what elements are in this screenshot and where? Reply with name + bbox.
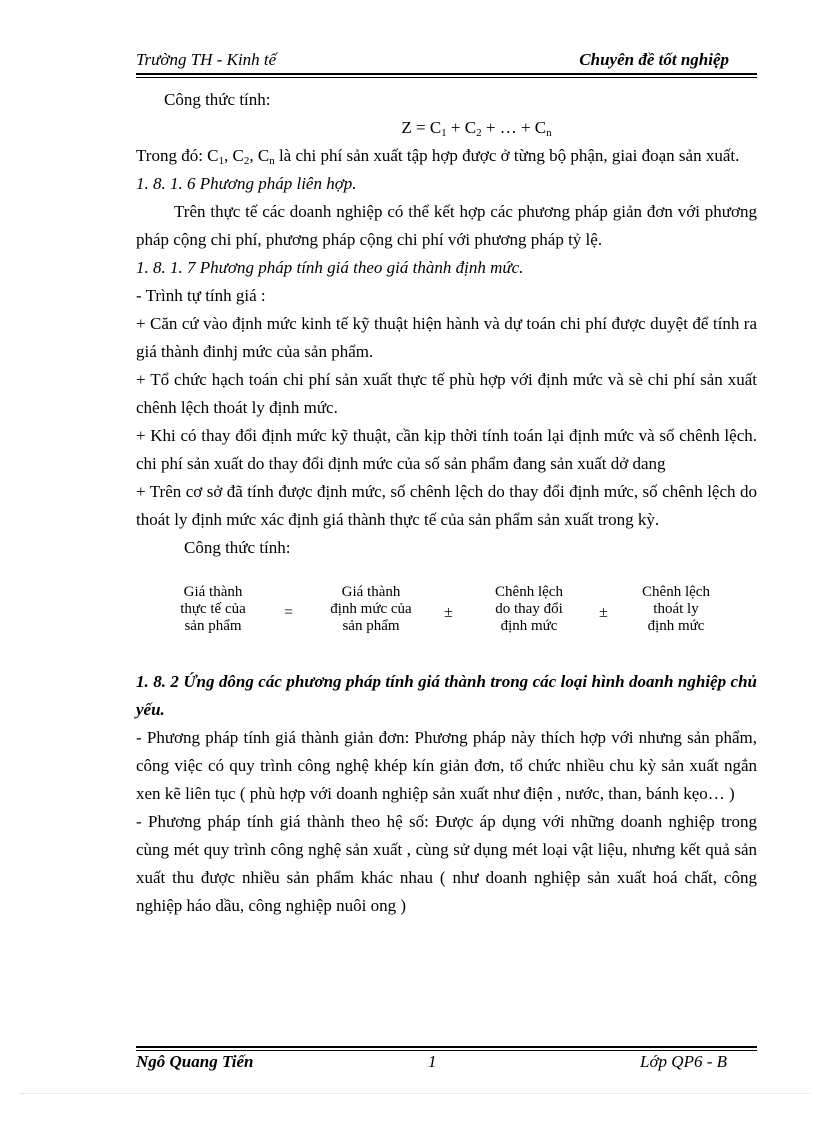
bullet-1: + Căn cứ vào định mức kinh tế kỹ thuật hiện hành và dự toán chi phí được duyệt để tính ra giá thành đinhj mức của sản phẩm. (136, 314, 757, 361)
bullet-2: + Tổ chức hạch toán chi phí sản xuất thực tế phù hợp với định mức và sè chi phí sản xuất chênh lệch thoát ly định mức. (136, 370, 757, 417)
paragraph-combined: Trên thực tế các doanh nghiệp có thể kết hợp các phương pháp giản đơn với phương pháp cộng chi phí, phương pháp cộng chi phí với phương pháp tỷ lệ. (136, 202, 757, 249)
plus-minus-sign-2: ± (599, 604, 608, 621)
formula-sum: $Z = C_1 + C_2$ + … + $C_n$ (401, 118, 552, 139)
formula-intro: Công thức tính: (164, 90, 271, 109)
method-simple: - Phương pháp tính giá thành giản đơn: Phương pháp này thích hợp với nhưng sản phẩm, công việc có quy trình công nghệ khép kín giản đơn, tổ chức nhiều chu kỳ sản xuất ngắn xen kẽ liên tục ( phù hợp với doanh nghiệp sản xuất như điện , nước, than, bánh kẹo… ) (136, 728, 757, 803)
formula-term-change: Chênh lệch do thay đổi định mức (495, 584, 563, 634)
cost-formula (136, 584, 757, 662)
subheading-1816: 1. 8. 1. 6 Phương pháp liên hợp. (136, 174, 357, 193)
header-rule (136, 73, 757, 78)
procedure-label: - Trình tự tính giá : (136, 286, 266, 305)
formula-intro-2: Công thức tính: (184, 538, 291, 557)
header-school: Trường TH - Kinh tế (136, 50, 277, 69)
header-title: Chuyên đề tốt nghiệp (579, 50, 729, 69)
formula-explanation: Trong đó: $C_1$, $C_2$, $C_n$ là chi phí sản xuất tập hợp được ở từng bộ phận, giai đoạn sản xuất. (136, 146, 740, 167)
page-number: 1 (428, 1052, 437, 1071)
page-edge-line (20, 1093, 810, 1094)
formula-term-deviation: Chênh lệch thoát ly định mức (642, 584, 710, 634)
formula-term-norm: Giá thành định mức của sản phẩm (330, 584, 412, 634)
page-header (136, 50, 757, 70)
bullet-4: + Trên cơ sở đã tính được định mức, số chênh lệch do thay đổi định mức, số chênh lệch do thoát ly định mức xác định giá thành thực tế của sản phẩm sản xuất trong kỳ. (136, 482, 757, 529)
plus-minus-sign-1: ± (444, 604, 453, 621)
bullet-3: + Khi có thay đổi định mức kỹ thuật, cần kịp thời tính toán lại định mức và số chênh lệch. chi phí sản xuất do thay đổi định mức của số sản phẩm đang sản xuất dở dang (136, 426, 757, 473)
document-body (136, 86, 757, 920)
footer-author: Ngô Quang Tiến (136, 1052, 254, 1071)
method-coefficient: - Phương pháp tính giá thành theo hệ số: Được áp dụng với những doanh nghiệp trong cùng mét quy trình công nghệ sản xuất , cùng sử dụng mét loại vật liệu, nhưng kết quả sản xuất thu được nhiều sản phẩm khác nhau ( như doanh nghiệp sản xuất hoá chất, công nghiệp háo dầu, công nghiệp nuôi ong ) (136, 812, 757, 915)
subheading-1817: 1. 8. 1. 7 Phương pháp tính giá theo giá thành định mức. (136, 258, 524, 277)
equals-sign: = (284, 604, 294, 621)
formula-term-actual: Giá thành thực tế của sản phẩm (180, 584, 246, 634)
footer-class: Lớp QP6 - B (640, 1052, 727, 1071)
footer-rule (136, 1046, 757, 1051)
section-heading-182: 1. 8. 2 Ứng dông các phương pháp tính giá thành trong các loại hình doanh nghiệp chủ yếu. (136, 672, 757, 719)
